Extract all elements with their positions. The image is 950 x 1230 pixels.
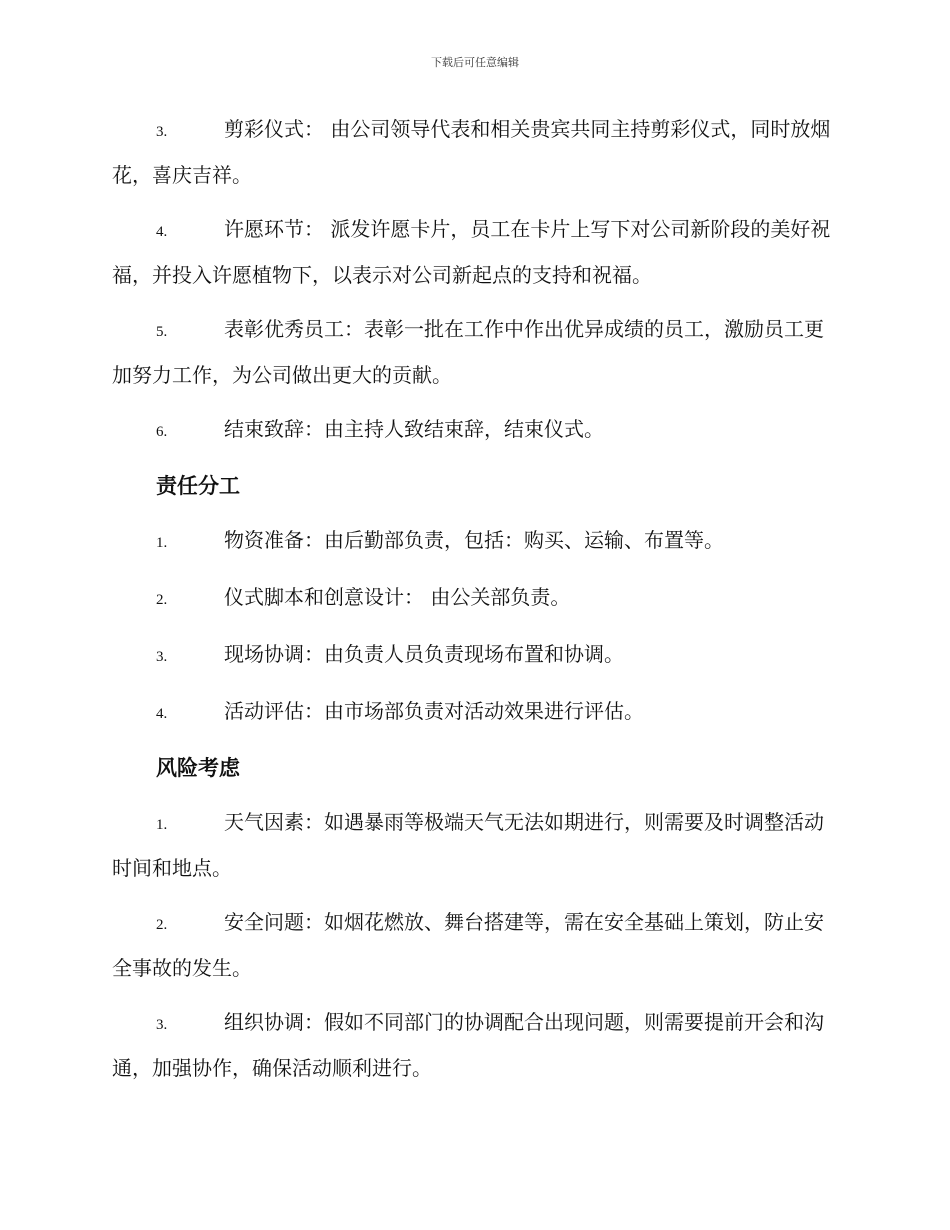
item-number: 2.	[156, 917, 168, 933]
item-number: 4.	[156, 224, 168, 240]
list-item	[112, 519, 840, 565]
list-item	[112, 901, 840, 990]
list-item	[112, 408, 840, 454]
item-number: 3.	[156, 649, 168, 665]
item-text: 许愿环节： 派发许愿卡片，员工在卡片上写下对公司新阶段的美好祝福，并投入许愿植物下，以表示对公司新起点的支持和祝福。	[112, 217, 831, 287]
item-text: 剪彩仪式： 由公司领导代表和相关贵宾共同主持剪彩仪式，同时放烟花，喜庆吉祥。	[112, 117, 831, 187]
item-text: 现场协调：由负责人员负责现场布置和协调。	[224, 642, 624, 666]
item-number: 1.	[156, 817, 168, 833]
item-text: 仪式脚本和创意设计： 由公关部负责。	[224, 585, 571, 609]
list-item	[112, 1001, 840, 1090]
item-text: 组织协调：假如不同部门的协调配合出现问题，则需要提前开会和沟通，加强协作，确保活动顺利进行。	[112, 1010, 824, 1080]
item-text: 结束致辞：由主持人致结束辞，结束仪式。	[224, 417, 604, 441]
list-item	[112, 108, 840, 197]
item-text: 安全问题：如烟花燃放、舞台搭建等，需在安全基础上策划，防止安全事故的发生。	[112, 910, 824, 980]
document-body	[112, 108, 840, 1101]
item-number: 3.	[156, 124, 168, 140]
item-text: 活动评估：由市场部负责对活动效果进行评估。	[224, 699, 644, 723]
list-item	[112, 208, 840, 297]
item-number: 3.	[156, 1017, 168, 1033]
item-text: 天气因素：如遇暴雨等极端天气无法如期进行，则需要及时调整活动时间和地点。	[112, 810, 824, 880]
list-item	[112, 576, 840, 622]
item-text: 物资准备：由后勤部负责，包括：购买、运输、布置等。	[224, 528, 724, 552]
item-number: 6.	[156, 424, 168, 440]
item-number: 2.	[156, 592, 168, 608]
section-heading-responsibilities: 责任分工	[156, 474, 240, 498]
list-item	[112, 690, 840, 736]
item-number: 4.	[156, 706, 168, 722]
item-number: 5.	[156, 324, 168, 340]
list-item	[112, 633, 840, 679]
item-number: 1.	[156, 535, 168, 551]
list-item	[112, 801, 840, 890]
page-header: 下载后可任意编辑	[431, 56, 519, 69]
section-heading-risks: 风险考虑	[156, 756, 240, 780]
item-text: 表彰优秀员工：表彰一批在工作中作出优异成绩的员工，激励员工更加努力工作，为公司做出更大的贡献。	[112, 317, 824, 387]
list-item	[112, 308, 840, 397]
